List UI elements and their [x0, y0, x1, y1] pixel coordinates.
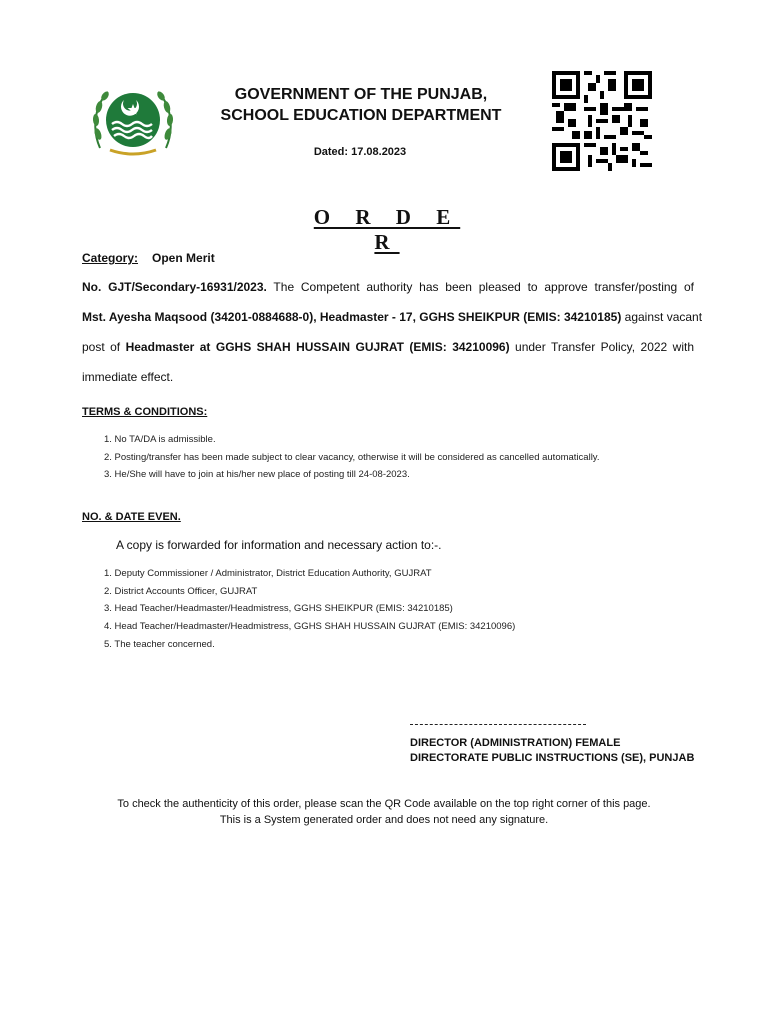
header-department-title: SCHOOL EDUCATION DEPARTMENT: [220, 107, 502, 124]
order-body-line-4: immediate effect.: [82, 370, 174, 384]
order-body-text-3b: under Transfer Policy, 2022 with: [509, 340, 695, 354]
order-title: O R D E R: [313, 205, 461, 254]
order-date: Dated: 17.08.2023: [313, 146, 407, 158]
header-government-title: GOVERNMENT OF THE PUNJAB,: [234, 86, 488, 103]
no-date-even-title: NO. & DATE EVEN.: [82, 511, 181, 523]
terms-title: TERMS & CONDITIONS:: [82, 406, 208, 418]
posting-details: Headmaster at GGHS SHAH HUSSAIN GUJRAT (EMIS: 34210096): [125, 340, 510, 354]
signatory-office: DIRECTORATE PUBLIC INSTRUCTIONS (SE), PUNJAB: [410, 752, 695, 764]
order-body-text-1: The Competent authority has been pleased to approve transfer/posting of: [266, 280, 694, 294]
order-body-text-3a: post of: [82, 340, 126, 354]
employee-details: Mst. Ayesha Maqsood (34201-0884688-0), Headmaster - 17, GGHS SHEIKPUR (EMIS: 34210185): [82, 310, 622, 324]
system-generated-note: This is a System generated order and does not need any signature.: [219, 814, 549, 826]
order-body-line-1: [82, 280, 694, 294]
authenticity-note: To check the authenticity of this order, please scan the QR Code available on the top right corner of this page.: [117, 798, 651, 810]
list-item: 2. Posting/transfer has been made subject to clear vacancy, otherwise it will be considered as cancelled automatically.: [104, 451, 600, 463]
category-value: Open Merit: [152, 251, 215, 265]
list-item: 1. Deputy Commissioner / Administrator, District Education Authority, GUJRAT: [104, 568, 432, 579]
category-label: Category:: [82, 251, 139, 265]
copy-to-list: [104, 568, 515, 656]
punjab-government-emblem-icon: [90, 84, 176, 156]
order-body-line-2: [82, 310, 703, 324]
list-item: 1. No TA/DA is admissible.: [104, 434, 216, 445]
signature-line: [410, 724, 586, 725]
terms-list: [104, 434, 600, 487]
list-item: 4. Head Teacher/Headmaster/Headmistress, GGHS SHAH HUSSAIN GUJRAT (EMIS: 34210096): [104, 621, 516, 633]
category-row: [82, 251, 215, 265]
list-item: 5. The teacher concerned.: [104, 638, 215, 650]
order-body-text-2: against vacant: [621, 310, 703, 324]
list-item: 2. District Accounts Officer, GUJRAT: [104, 585, 258, 597]
signatory-title: DIRECTOR (ADMINISTRATION) FEMALE: [410, 737, 621, 749]
list-item: 3. Head Teacher/Headmaster/Headmistress, GGHS SHEIKPUR (EMIS: 34210185): [104, 603, 453, 615]
forward-text: A copy is forwarded for information and necessary action to:-.: [116, 538, 442, 552]
qr-code-icon: [552, 70, 652, 172]
order-body-line-3: [82, 340, 694, 354]
order-number: No. GJT/Secondary-16931/2023.: [82, 280, 267, 294]
list-item: 3. He/She will have to join at his/her new place of posting till 24-08-2023.: [104, 469, 410, 480]
